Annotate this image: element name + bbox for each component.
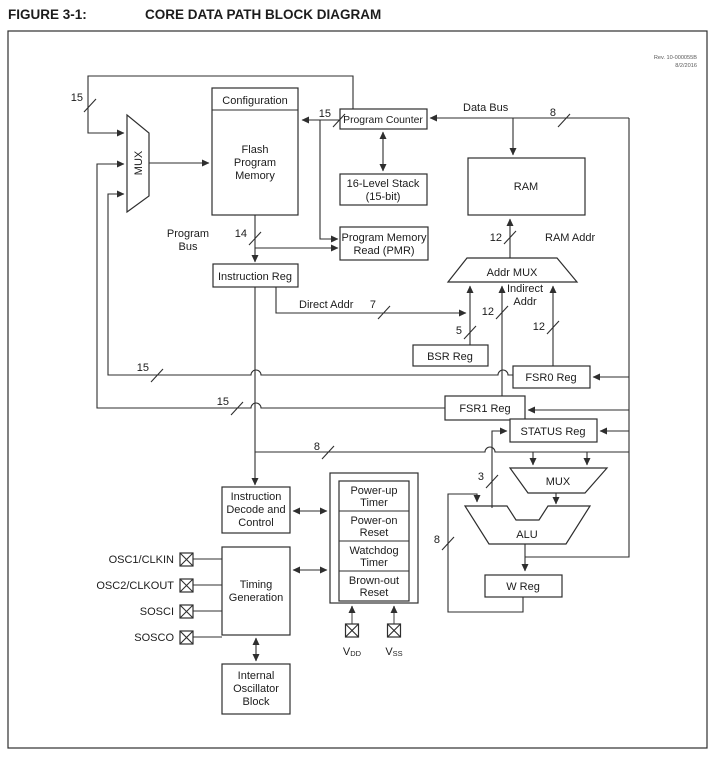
alu-mux-label: MUX xyxy=(545,476,571,488)
power-on-reset-label: Reset xyxy=(359,527,389,539)
flash-label: Program xyxy=(233,157,277,169)
sosci-label: SOSCI xyxy=(139,606,174,618)
indirect-addr-label: Addr xyxy=(513,296,537,308)
alu-label: ALU xyxy=(516,529,538,541)
pc-mux-label: MUX xyxy=(133,150,145,176)
bus-width: 12 xyxy=(532,321,545,333)
internal-oscillator-label: Block xyxy=(242,696,270,708)
vss-label: VSS xyxy=(385,646,403,658)
fsr1-reg-block xyxy=(445,396,525,420)
revision-code: Rev. 10-000055B xyxy=(653,55,697,61)
osc1-clkin-label: OSC1/CLKIN xyxy=(108,554,174,566)
flash-label: Flash xyxy=(241,144,269,156)
ram-addr-label: RAM Addr xyxy=(545,232,596,244)
pmr-block xyxy=(340,227,428,260)
sosco-label: SOSCO xyxy=(134,632,174,644)
power-up-timer-label: Timer xyxy=(360,497,388,509)
addr-mux-label: Addr MUX xyxy=(486,267,538,279)
configuration-label: Configuration xyxy=(222,95,288,107)
timing-generation-box xyxy=(222,547,290,635)
instruction-decode-label: Decode and xyxy=(226,504,286,516)
fsr0-reg-block xyxy=(513,366,590,388)
bus-width: 15 xyxy=(318,108,331,120)
figure-label: FIGURE 3-1: xyxy=(8,7,87,22)
w-reg-label: W Reg xyxy=(506,581,540,593)
program-bus-label: Program xyxy=(166,228,210,240)
brown-out-reset-label: Reset xyxy=(359,587,389,599)
status-reg-block xyxy=(510,419,597,442)
bus-width: 5 xyxy=(455,325,462,337)
program-counter-label: Program Counter xyxy=(343,115,423,126)
power-up-timer-label: Power-up xyxy=(350,485,398,497)
brown-out-reset-label: Brown-out xyxy=(348,575,400,587)
timing-generation-label: Timing xyxy=(239,579,273,591)
stack-block xyxy=(340,174,427,205)
instruction-reg-label: Instruction Reg xyxy=(218,271,292,283)
figure-title: CORE DATA PATH BLOCK DIAGRAM xyxy=(145,7,382,22)
bus-width: 8 xyxy=(549,107,556,119)
watchdog-timer-label: Timer xyxy=(360,557,388,569)
flash-label: Memory xyxy=(235,170,275,182)
fsr0-label: FSR0 Reg xyxy=(525,372,577,384)
internal-oscillator-label: Oscillator xyxy=(233,683,279,695)
internal-oscillator-block xyxy=(222,664,290,714)
data-bus-label: Data Bus xyxy=(463,102,509,114)
bsr-label: BSR Reg xyxy=(427,351,473,363)
bus-width: 15 xyxy=(216,396,229,408)
bus-width: 14 xyxy=(234,228,247,240)
bus-width: 3 xyxy=(477,471,484,483)
w-reg-block xyxy=(485,575,562,597)
timing-generation-block xyxy=(222,547,290,635)
stack-label: 16-Level Stack xyxy=(346,178,420,190)
status-label: STATUS Reg xyxy=(520,426,586,438)
revision-date: 8/2/2016 xyxy=(675,63,697,69)
bsr-reg-block xyxy=(413,345,488,366)
bus-width: 15 xyxy=(70,92,83,104)
instruction-reg-block xyxy=(213,264,298,287)
internal-oscillator-label: Internal xyxy=(237,670,275,682)
program-bus-label: Bus xyxy=(178,241,198,253)
bus-width: 7 xyxy=(369,299,376,311)
osc2-clkout-label: OSC2/CLKOUT xyxy=(96,580,174,592)
pmr-label: Program Memory xyxy=(341,232,427,244)
bus-width: 15 xyxy=(136,362,149,374)
ram-block xyxy=(468,158,585,215)
bus-width: 12 xyxy=(489,232,502,244)
bus-width: 12 xyxy=(481,306,494,318)
flash-program-memory-block xyxy=(212,88,298,215)
figure-frame xyxy=(8,31,707,748)
direct-addr-label: Direct Addr xyxy=(299,299,354,311)
figure-caption xyxy=(8,7,381,22)
stack-label: (15-bit) xyxy=(365,191,401,203)
ram-label: RAM xyxy=(513,181,539,193)
fsr1-label: FSR1 Reg xyxy=(459,403,511,415)
timing-generation-label: Generation xyxy=(228,592,284,604)
vdd-label: VDD xyxy=(342,646,362,658)
watchdog-timer-label: Watchdog xyxy=(349,545,399,557)
figure-border xyxy=(8,31,707,748)
bus-width: 8 xyxy=(433,534,440,546)
pmr-label: Read (PMR) xyxy=(353,245,415,257)
power-on-reset-label: Power-on xyxy=(350,515,398,527)
power-timers-block xyxy=(330,473,418,603)
program-counter-block xyxy=(340,109,427,129)
instruction-decode-block xyxy=(222,487,290,533)
instruction-decode-label: Control xyxy=(238,517,274,529)
indirect-addr-label: Indirect xyxy=(506,283,544,295)
instruction-decode-label: Instruction xyxy=(230,491,282,503)
bus-width: 8 xyxy=(313,441,320,453)
